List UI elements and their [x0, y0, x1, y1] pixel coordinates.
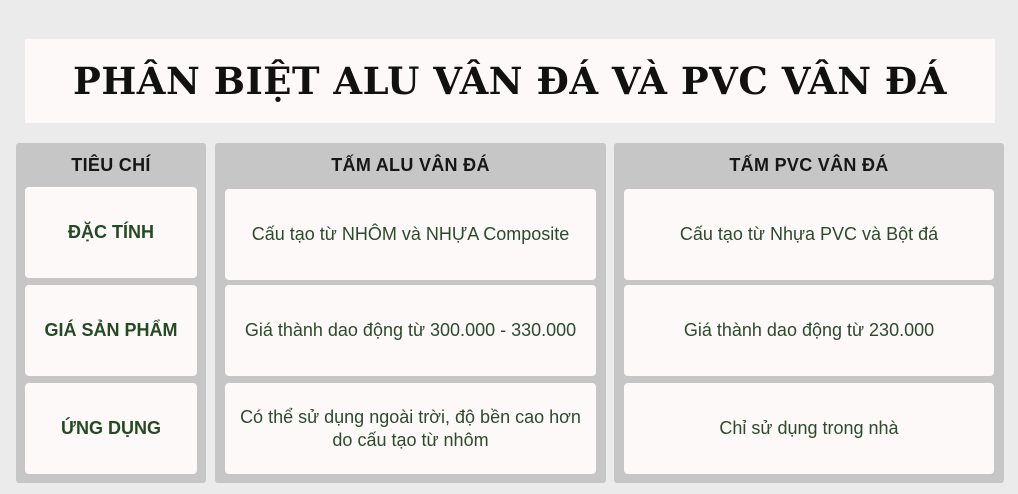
pvc-characteristics-cell: Cấu tạo từ Nhựa PVC và Bột đá [624, 189, 994, 280]
pvc-column [614, 143, 1004, 483]
alu-application-cell: Có thể sử dụng ngoài trời, độ bền cao hơn do cấu tạo từ nhôm [225, 383, 596, 474]
alu-price-cell: Giá thành dao động từ 300.000 - 330.000 [225, 285, 596, 376]
pvc-column-header: TẤM PVC VÂN ĐÁ [729, 154, 889, 175]
criteria-application: ỨNG DỤNG [25, 383, 197, 474]
alu-characteristics-cell: Cấu tạo từ NHÔM và NHỰA Composite [225, 189, 596, 280]
title-banner [25, 39, 995, 123]
pvc-price-cell: Giá thành dao động từ 230.000 [624, 285, 994, 376]
pvc-application-cell: Chỉ sử dụng trong nhà [624, 383, 994, 474]
criteria-price: GIÁ SẢN PHẨM [25, 285, 197, 376]
alu-column [215, 143, 606, 483]
criteria-characteristics: ĐẶC TÍNH [25, 187, 197, 278]
criteria-column-header: TIÊU CHÍ [71, 154, 151, 175]
page-title: PHÂN BIỆT ALU VÂN ĐÁ VÀ PVC VÂN ĐÁ [73, 59, 947, 103]
alu-column-header: TẤM ALU VÂN ĐÁ [331, 154, 490, 175]
criteria-column [16, 143, 206, 483]
